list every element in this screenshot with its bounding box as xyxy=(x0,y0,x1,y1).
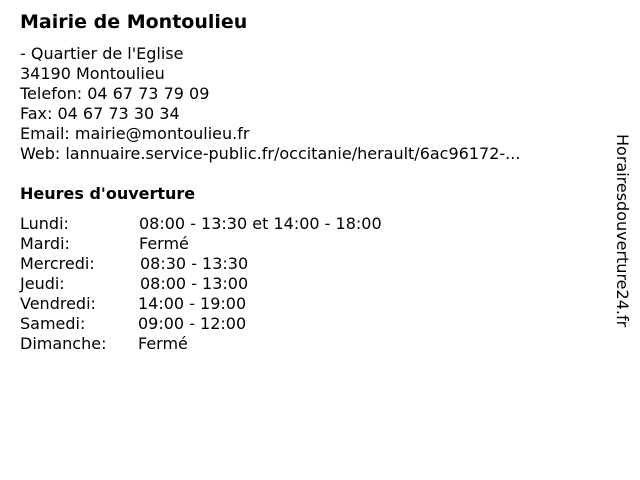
hours-row-thursday xyxy=(20,274,580,294)
hours-value: Fermé xyxy=(138,334,188,353)
day-label: Samedi: xyxy=(20,314,86,333)
hours-row-friday xyxy=(20,294,580,314)
day-label: Mercredi: xyxy=(20,254,95,273)
hours-value: 09:00 - 12:00 xyxy=(138,314,247,333)
hours-value: 08:00 - 13:00 xyxy=(140,274,249,293)
hours-row-tuesday xyxy=(20,234,580,254)
day-label: Lundi: xyxy=(20,214,69,233)
email-line: Email: mairie@montoulieu.fr xyxy=(20,124,250,143)
site-watermark xyxy=(612,134,632,374)
phone-line: Telefon: 04 67 73 79 09 xyxy=(20,84,210,103)
address-line-2: 34190 Montoulieu xyxy=(20,64,165,83)
hours-table xyxy=(20,214,580,354)
hours-value: 14:00 - 19:00 xyxy=(138,294,247,313)
hours-row-monday xyxy=(20,214,580,234)
watermark-text: Horairesdouverture24.fr xyxy=(613,134,632,328)
hours-row-sunday xyxy=(20,334,580,354)
hours-row-saturday xyxy=(20,314,580,334)
hours-value: 08:00 - 13:30 et 14:00 - 18:00 xyxy=(139,214,382,233)
web-line: Web: lannuaire.service-public.fr/occitanie/herault/6ac96172-... xyxy=(20,144,521,163)
hours-value: 08:30 - 13:30 xyxy=(140,254,249,273)
fax-line: Fax: 04 67 73 30 34 xyxy=(20,104,180,123)
address-line-1: - Quartier de l'Eglise xyxy=(20,44,184,63)
day-label: Mardi: xyxy=(20,234,70,253)
hours-row-wednesday xyxy=(20,254,580,274)
contact-block xyxy=(20,44,520,164)
hours-value: Fermé xyxy=(139,234,189,253)
day-label: Dimanche: xyxy=(20,334,107,353)
business-name: Mairie de Montoulieu xyxy=(20,11,248,33)
day-label: Jeudi: xyxy=(20,274,65,293)
day-label: Vendredi: xyxy=(20,294,96,313)
hours-heading: Heures d'ouverture xyxy=(20,184,196,203)
